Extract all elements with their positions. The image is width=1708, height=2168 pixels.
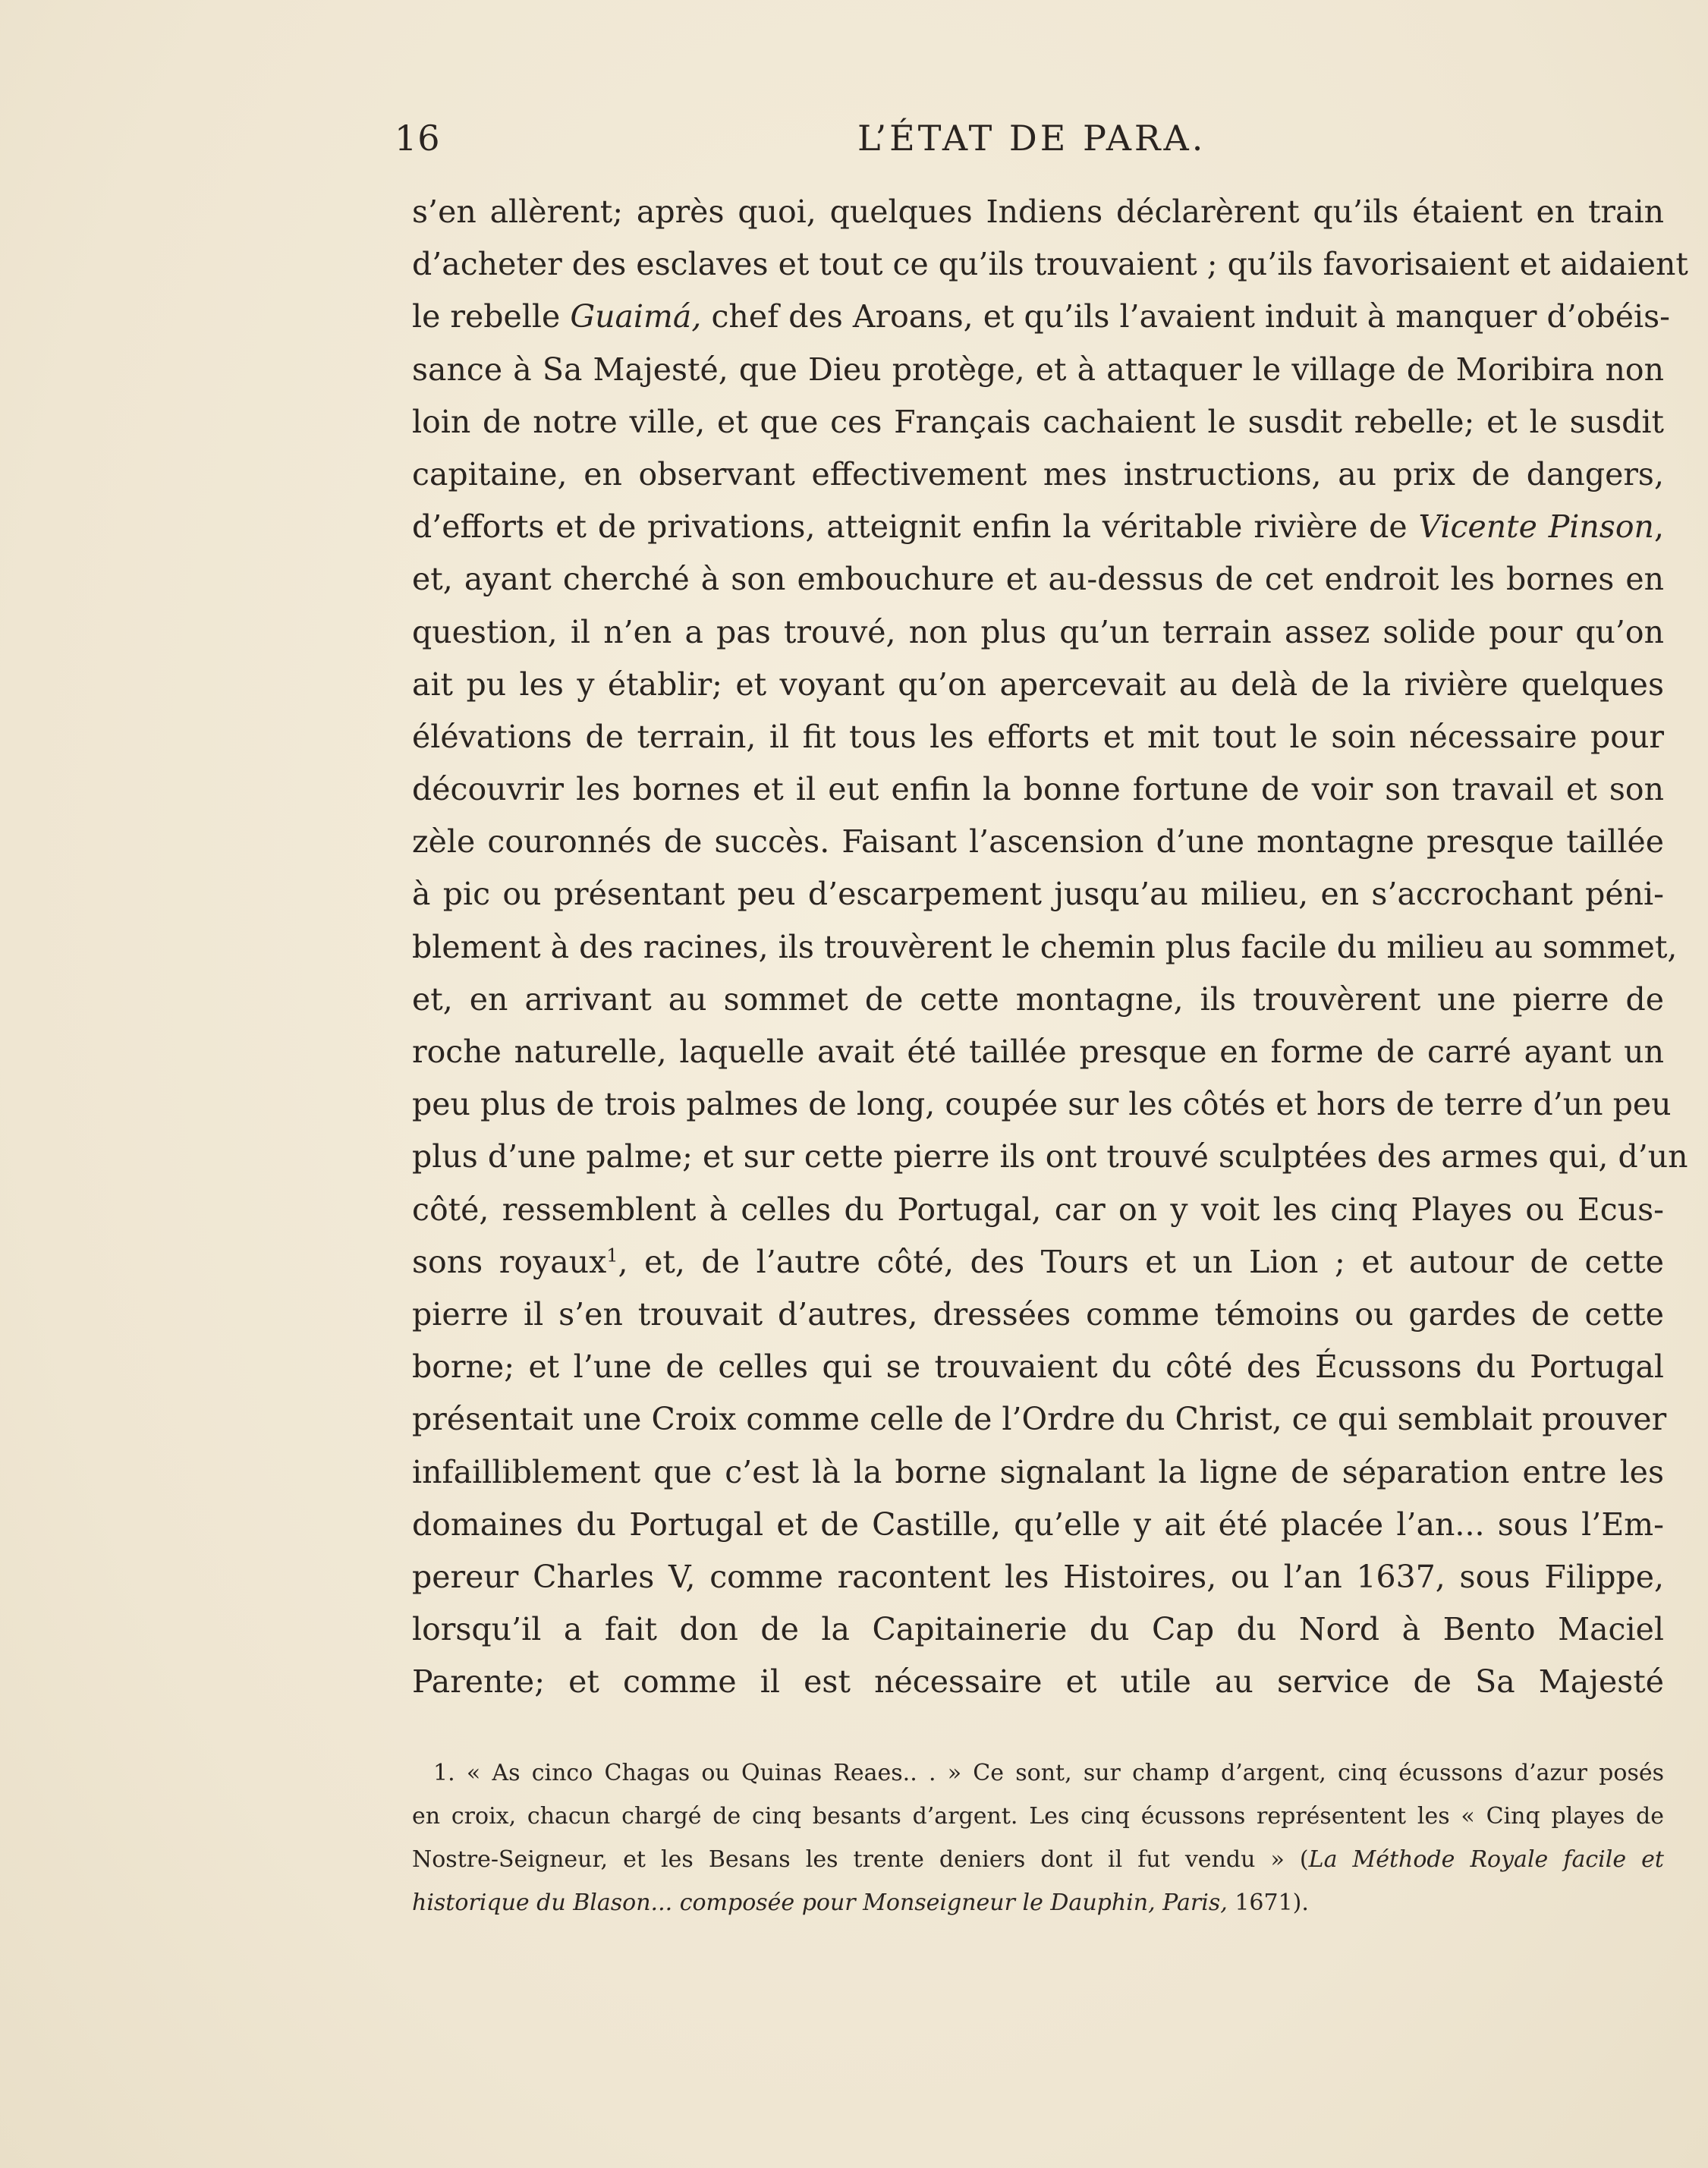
page-number: 16 [395, 118, 441, 159]
text-line: et, en arrivant au sommet de cette montagne, ils trouvèrent une pierre de [412, 980, 1664, 1018]
text-line [412, 501, 1664, 553]
text-line: loin de notre ville, et que ces Français cachaient le susdit rebelle; et le susdit [412, 403, 1664, 440]
text-fragment: Nostre-Seigneur, et les Besans les trente deniers dont il fut vendu » [412, 1846, 1285, 1873]
text-line: domaines du Portugal et de Castille, qu’elle y ait été placée l’an... sous l’Em- [412, 1506, 1664, 1543]
text-line: s’en allèrent; après quoi, quelques Indiens déclarèrent qu’ils étaient en train [412, 194, 1664, 230]
footnote-italic-title: historique du Blason... composée pour Monseigneur le Dauphin, [412, 1890, 1156, 1916]
footnote-line: en croix, chacun chargé de cinq besants d’argent. Les cinq écussons représentent les « Cinq playes de [412, 1803, 1664, 1830]
text-line: lorsqu’il a fait don de la Capitainerie du Cap du Nord à Bento Maciel [412, 1611, 1664, 1648]
text-line: et, ayant cherché à son embouchure et au-dessus de cet endroit les bornes en [412, 561, 1664, 598]
text-line: à pic ou présentant peu d’escarpement jusqu’au milieu, en s’accrochant péni- [412, 876, 1664, 913]
footnote-line: 1. « As cinco Chagas ou Quinas Reaes.. . » Ce sont, sur champ d’argent, cinq écussons d’azur posés [433, 1760, 1664, 1786]
text-line: zèle couronnés de succès. Faisant l’ascension d’une montagne presque taillée [412, 823, 1664, 861]
text-line: ait pu les y établir; et voyant qu’on apercevait au delà de la rivière quelques [412, 666, 1664, 703]
text-line: d’acheter des esclaves et tout ce qu’ils trouvaient ; qu’ils favorisaient et aidaient [412, 246, 1688, 283]
text-line: Parente; et comme il est nécessaire et utile au service de Sa Majesté [412, 1663, 1664, 1701]
running-title: L’ÉTAT DE PARA. [857, 118, 1206, 159]
text-line [412, 1236, 1664, 1289]
text-fragment: ( [1299, 1846, 1309, 1873]
text-line: blement à des racines, ils trouvèrent le chemin plus facile du milieu au sommet, [412, 928, 1678, 965]
text-line: présentait une Croix comme celle de l’Ordre du Christ, ce qui semblait prouver [412, 1401, 1667, 1438]
footnote-reference: 1 [606, 1244, 618, 1267]
text-line: peu plus de trois palmes de long, coupée sur les côtés et hors de terre d’un peu [412, 1086, 1672, 1123]
italic-name-guaima: Guaimá, [570, 298, 702, 335]
text-fragment: , et, de l’autre côté, des Tours et un Lion ; et autour de cette [618, 1243, 1665, 1280]
text-fragment: sons royaux [412, 1243, 607, 1280]
page-header [395, 118, 1684, 163]
text-fragment: , [1653, 508, 1664, 546]
footnote-line [412, 1838, 1664, 1881]
text-line: élévations de terrain, il fit tous les efforts et mit tout le soin nécessaire pour [412, 718, 1664, 755]
text-line: sance à Sa Majesté, que Dieu protège, et à attaquer le village de Moribira non [412, 351, 1664, 388]
text-fragment: 1671). [1235, 1890, 1309, 1916]
text-line: question, il n’en a pas trouvé, non plus qu’un terrain assez solide pour qu’on [412, 613, 1664, 650]
text-line: roche naturelle, laquelle avait été taillée presque en forme de carré ayant un [412, 1034, 1664, 1070]
text-line: pierre il s’en trouvait d’autres, dressées comme témoins ou gardes de cette [412, 1295, 1664, 1333]
text-line: infailliblement que c’est là la borne signalant la ligne de séparation entre les [412, 1453, 1664, 1490]
italic-name-vicente-pinson: Vicente Pinson [1418, 508, 1654, 546]
text-fragment: le rebelle [412, 298, 561, 335]
text-line: borne; et l’une de celles qui se trouvaient du côté des Écussons du Portugal [412, 1348, 1664, 1386]
footnote-italic-title: La Méthode Royale facile et [1308, 1846, 1664, 1873]
text-fragment: d’efforts et de privations, atteignit enfin la véritable rivière de [412, 508, 1408, 546]
text-fragment: chef des Aroans, et qu’ils l’avaient induit à manquer d’obéis- [711, 298, 1670, 335]
text-line: capitaine, en observant effectivement mes instructions, au prix de dangers, [412, 455, 1664, 492]
body-text [412, 186, 1688, 1708]
footnote-italic-place: Paris, [1162, 1890, 1228, 1916]
text-line: pereur Charles V, comme racontent les Histoires, ou l’an 1637, sous Filippe, [412, 1558, 1664, 1595]
footnote-line [412, 1881, 1664, 1924]
text-line [412, 291, 1670, 343]
footnotes [412, 1751, 1664, 1924]
text-line: découvrir les bornes et il eut enfin la bonne fortune de voir son travail et son [412, 771, 1664, 808]
text-line: plus d’une palme; et sur cette pierre ils ont trouvé sculptées des armes qui, d’un [412, 1138, 1688, 1175]
text-line: côté, ressemblent à celles du Portugal, car on y voit les cinq Playes ou Ecus- [412, 1191, 1664, 1228]
